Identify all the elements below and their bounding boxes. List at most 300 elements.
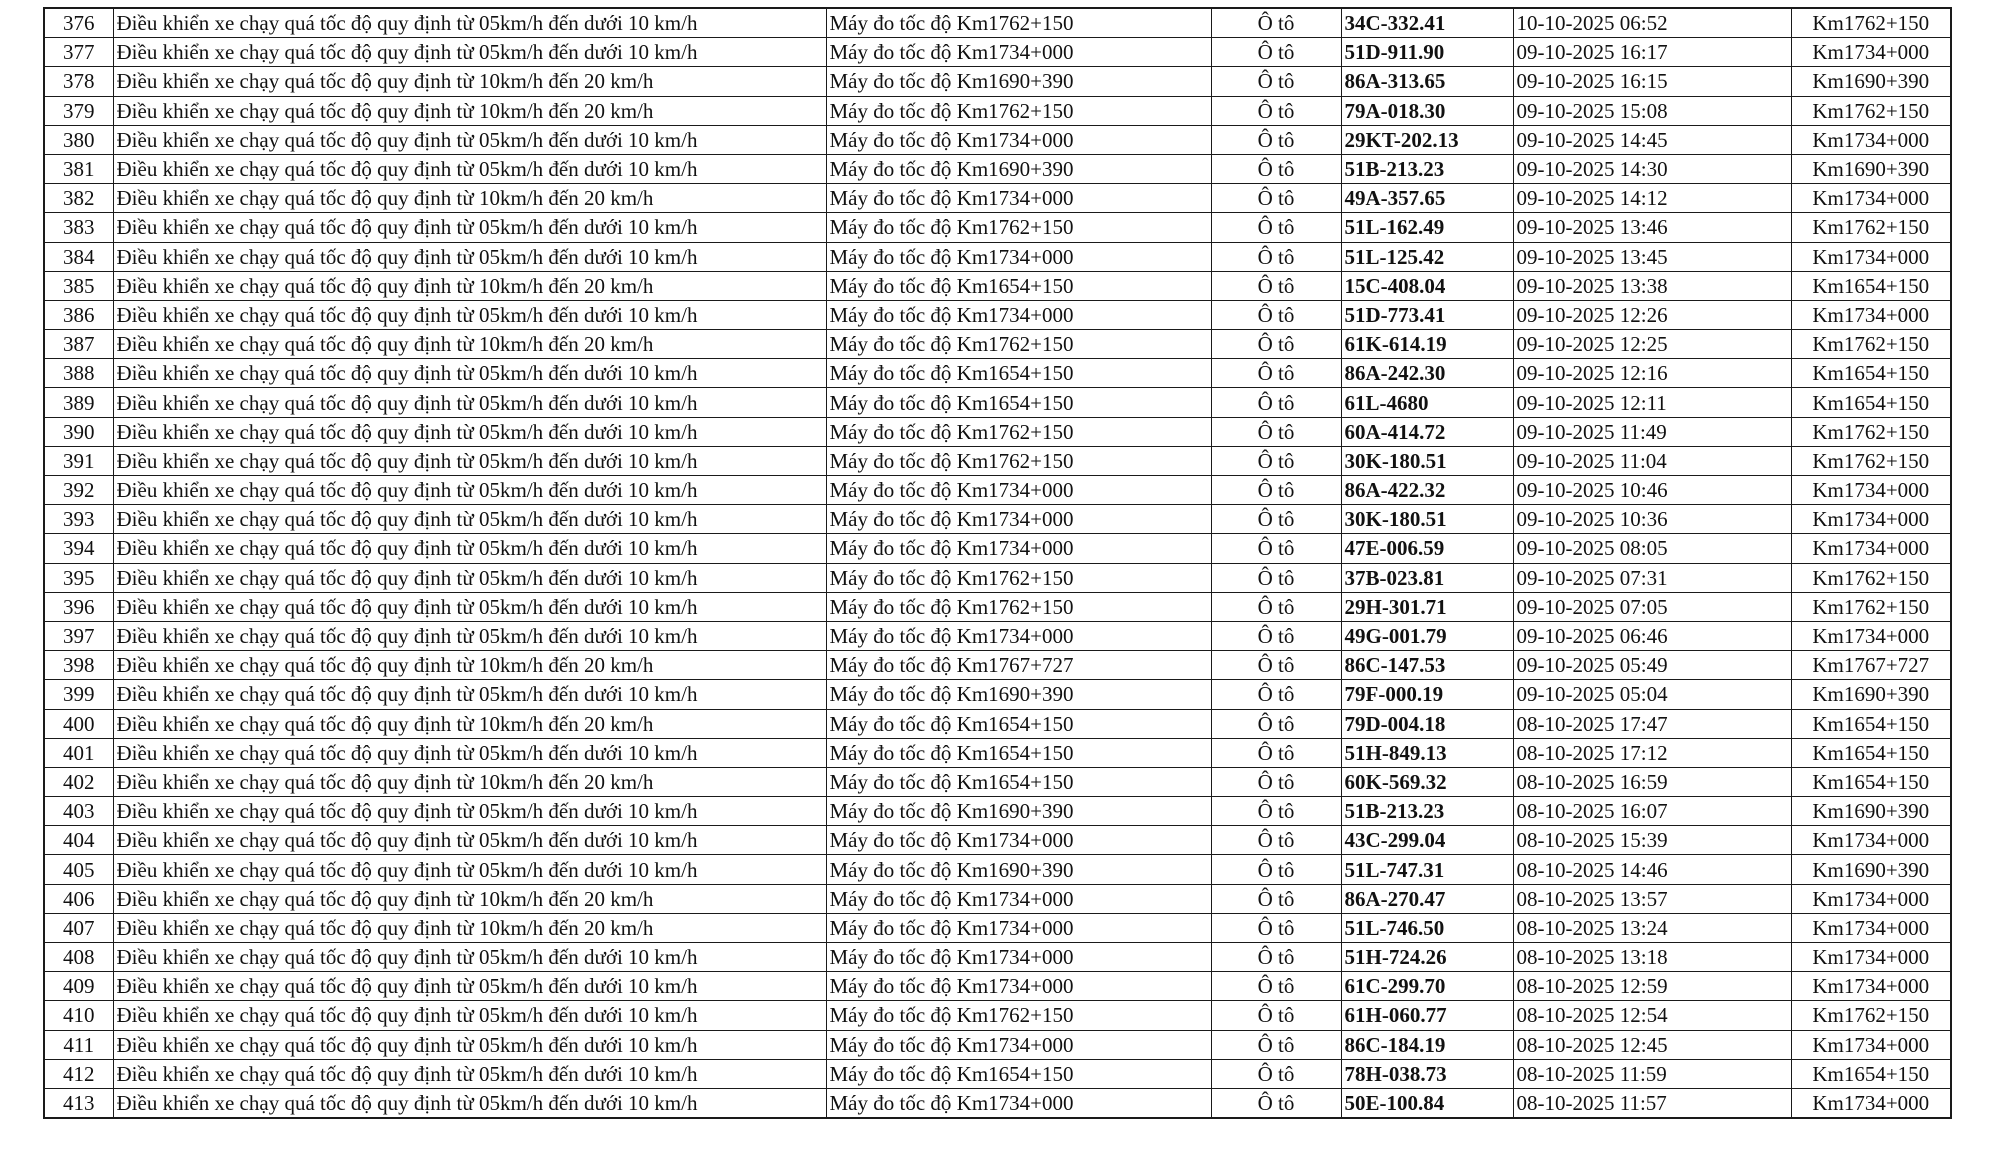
violation-location: Km1654+150 — [1791, 359, 1951, 388]
row-number: 380 — [44, 125, 113, 154]
violation-location: Km1690+390 — [1791, 855, 1951, 884]
vehicle-type: Ô tô — [1211, 359, 1341, 388]
vehicle-type: Ô tô — [1211, 884, 1341, 913]
license-plate: 51B-213.23 — [1341, 797, 1513, 826]
detection-device: Máy đo tốc độ Km1734+000 — [826, 300, 1211, 329]
violation-description: Điều khiển xe chạy quá tốc độ quy định từ 05km/h đến dưới 10 km/h — [113, 855, 826, 884]
violation-description: Điều khiển xe chạy quá tốc độ quy định từ 05km/h đến dưới 10 km/h — [113, 505, 826, 534]
license-plate: 50E-100.84 — [1341, 1088, 1513, 1118]
violation-description: Điều khiển xe chạy quá tốc độ quy định từ 05km/h đến dưới 10 km/h — [113, 943, 826, 972]
violation-description: Điều khiển xe chạy quá tốc độ quy định từ 05km/h đến dưới 10 km/h — [113, 38, 826, 67]
table-row — [44, 154, 1951, 183]
table-row — [44, 476, 1951, 505]
license-plate: 51L-746.50 — [1341, 913, 1513, 942]
table-row — [44, 680, 1951, 709]
violation-time: 09-10-2025 14:12 — [1513, 184, 1791, 213]
detection-device: Máy đo tốc độ Km1734+000 — [826, 884, 1211, 913]
vehicle-type: Ô tô — [1211, 1059, 1341, 1088]
vehicle-type: Ô tô — [1211, 621, 1341, 650]
detection-device: Máy đo tốc độ Km1690+390 — [826, 67, 1211, 96]
violation-description: Điều khiển xe chạy quá tốc độ quy định từ 05km/h đến dưới 10 km/h — [113, 592, 826, 621]
violation-location: Km1734+000 — [1791, 300, 1951, 329]
license-plate: 51H-849.13 — [1341, 738, 1513, 767]
row-number: 396 — [44, 592, 113, 621]
row-number: 377 — [44, 38, 113, 67]
table-row — [44, 330, 1951, 359]
vehicle-type: Ô tô — [1211, 38, 1341, 67]
table-row — [44, 972, 1951, 1001]
license-plate: 51H-724.26 — [1341, 943, 1513, 972]
vehicle-type: Ô tô — [1211, 300, 1341, 329]
detection-device: Máy đo tốc độ Km1734+000 — [826, 38, 1211, 67]
table-row — [44, 505, 1951, 534]
violation-time: 09-10-2025 07:31 — [1513, 563, 1791, 592]
table-row — [44, 1059, 1951, 1088]
violation-description: Điều khiển xe chạy quá tốc độ quy định từ 05km/h đến dưới 10 km/h — [113, 213, 826, 242]
table-row — [44, 534, 1951, 563]
vehicle-type: Ô tô — [1211, 96, 1341, 125]
violation-location: Km1654+150 — [1791, 1059, 1951, 1088]
violation-time: 09-10-2025 10:46 — [1513, 476, 1791, 505]
table-row — [44, 855, 1951, 884]
table-row — [44, 388, 1951, 417]
detection-device: Máy đo tốc độ Km1762+150 — [826, 1001, 1211, 1030]
violation-location: Km1734+000 — [1791, 534, 1951, 563]
license-plate: 79A-018.30 — [1341, 96, 1513, 125]
violation-time: 08-10-2025 16:59 — [1513, 767, 1791, 796]
row-number: 399 — [44, 680, 113, 709]
violation-time: 09-10-2025 05:04 — [1513, 680, 1791, 709]
license-plate: 79D-004.18 — [1341, 709, 1513, 738]
vehicle-type: Ô tô — [1211, 417, 1341, 446]
detection-device: Máy đo tốc độ Km1762+150 — [826, 213, 1211, 242]
violation-description: Điều khiển xe chạy quá tốc độ quy định từ 10km/h đến 20 km/h — [113, 709, 826, 738]
detection-device: Máy đo tốc độ Km1767+727 — [826, 651, 1211, 680]
violation-description: Điều khiển xe chạy quá tốc độ quy định từ 10km/h đến 20 km/h — [113, 67, 826, 96]
vehicle-type: Ô tô — [1211, 1030, 1341, 1059]
violation-description: Điều khiển xe chạy quá tốc độ quy định từ 10km/h đến 20 km/h — [113, 271, 826, 300]
detection-device: Máy đo tốc độ Km1734+000 — [826, 913, 1211, 942]
table-row — [44, 67, 1951, 96]
license-plate: 60A-414.72 — [1341, 417, 1513, 446]
violation-location: Km1654+150 — [1791, 271, 1951, 300]
violation-description: Điều khiển xe chạy quá tốc độ quy định từ 05km/h đến dưới 10 km/h — [113, 359, 826, 388]
table-row — [44, 8, 1951, 38]
detection-device: Máy đo tốc độ Km1734+000 — [826, 184, 1211, 213]
violation-time: 09-10-2025 16:17 — [1513, 38, 1791, 67]
violation-description: Điều khiển xe chạy quá tốc độ quy định từ 05km/h đến dưới 10 km/h — [113, 1001, 826, 1030]
table-row — [44, 271, 1951, 300]
violation-location: Km1762+150 — [1791, 417, 1951, 446]
detection-device: Máy đo tốc độ Km1690+390 — [826, 680, 1211, 709]
vehicle-type: Ô tô — [1211, 446, 1341, 475]
row-number: 408 — [44, 943, 113, 972]
violation-location: Km1734+000 — [1791, 38, 1951, 67]
license-plate: 49G-001.79 — [1341, 621, 1513, 650]
vehicle-type: Ô tô — [1211, 8, 1341, 38]
violation-description: Điều khiển xe chạy quá tốc độ quy định từ 05km/h đến dưới 10 km/h — [113, 1059, 826, 1088]
violation-time: 09-10-2025 14:30 — [1513, 154, 1791, 183]
table-row — [44, 213, 1951, 242]
detection-device: Máy đo tốc độ Km1734+000 — [826, 943, 1211, 972]
table-row — [44, 96, 1951, 125]
violation-description: Điều khiển xe chạy quá tốc độ quy định từ 05km/h đến dưới 10 km/h — [113, 242, 826, 271]
vehicle-type: Ô tô — [1211, 797, 1341, 826]
license-plate: 51B-213.23 — [1341, 154, 1513, 183]
license-plate: 51D-911.90 — [1341, 38, 1513, 67]
vehicle-type: Ô tô — [1211, 271, 1341, 300]
violation-time: 09-10-2025 11:49 — [1513, 417, 1791, 446]
violation-location: Km1762+150 — [1791, 213, 1951, 242]
violation-location: Km1654+150 — [1791, 767, 1951, 796]
vehicle-type: Ô tô — [1211, 330, 1341, 359]
detection-device: Máy đo tốc độ Km1762+150 — [826, 446, 1211, 475]
detection-device: Máy đo tốc độ Km1762+150 — [826, 330, 1211, 359]
violation-location: Km1734+000 — [1791, 125, 1951, 154]
violation-description: Điều khiển xe chạy quá tốc độ quy định từ 05km/h đến dưới 10 km/h — [113, 154, 826, 183]
violation-location: Km1690+390 — [1791, 797, 1951, 826]
detection-device: Máy đo tốc độ Km1734+000 — [826, 505, 1211, 534]
license-plate: 51L-162.49 — [1341, 213, 1513, 242]
table-row — [44, 38, 1951, 67]
violation-time: 08-10-2025 12:54 — [1513, 1001, 1791, 1030]
detection-device: Máy đo tốc độ Km1762+150 — [826, 96, 1211, 125]
table-row — [44, 242, 1951, 271]
violation-description: Điều khiển xe chạy quá tốc độ quy định từ 10km/h đến 20 km/h — [113, 767, 826, 796]
vehicle-type: Ô tô — [1211, 534, 1341, 563]
detection-device: Máy đo tốc độ Km1690+390 — [826, 797, 1211, 826]
detection-device: Máy đo tốc độ Km1654+150 — [826, 1059, 1211, 1088]
violation-location: Km1762+150 — [1791, 446, 1951, 475]
row-number: 392 — [44, 476, 113, 505]
table-row — [44, 184, 1951, 213]
violation-time: 09-10-2025 16:15 — [1513, 67, 1791, 96]
document-page — [43, 7, 1950, 1119]
violation-description: Điều khiển xe chạy quá tốc độ quy định từ 05km/h đến dưới 10 km/h — [113, 1088, 826, 1118]
vehicle-type: Ô tô — [1211, 651, 1341, 680]
row-number: 397 — [44, 621, 113, 650]
row-number: 411 — [44, 1030, 113, 1059]
detection-device: Máy đo tốc độ Km1734+000 — [826, 476, 1211, 505]
detection-device: Máy đo tốc độ Km1734+000 — [826, 534, 1211, 563]
vehicle-type: Ô tô — [1211, 125, 1341, 154]
row-number: 403 — [44, 797, 113, 826]
violation-time: 09-10-2025 12:11 — [1513, 388, 1791, 417]
violation-time: 09-10-2025 13:46 — [1513, 213, 1791, 242]
detection-device: Máy đo tốc độ Km1734+000 — [826, 621, 1211, 650]
row-number: 376 — [44, 8, 113, 38]
table-row — [44, 563, 1951, 592]
violation-description: Điều khiển xe chạy quá tốc độ quy định từ 10km/h đến 20 km/h — [113, 330, 826, 359]
table-row — [44, 913, 1951, 942]
vehicle-type: Ô tô — [1211, 826, 1341, 855]
violation-description: Điều khiển xe chạy quá tốc độ quy định từ 05km/h đến dưới 10 km/h — [113, 417, 826, 446]
vehicle-type: Ô tô — [1211, 738, 1341, 767]
violation-description: Điều khiển xe chạy quá tốc độ quy định từ 10km/h đến 20 km/h — [113, 913, 826, 942]
violation-description: Điều khiển xe chạy quá tốc độ quy định từ 05km/h đến dưới 10 km/h — [113, 680, 826, 709]
license-plate: 49A-357.65 — [1341, 184, 1513, 213]
table-row — [44, 446, 1951, 475]
vehicle-type: Ô tô — [1211, 476, 1341, 505]
vehicle-type: Ô tô — [1211, 213, 1341, 242]
row-number: 382 — [44, 184, 113, 213]
detection-device: Máy đo tốc độ Km1762+150 — [826, 8, 1211, 38]
detection-device: Máy đo tốc độ Km1762+150 — [826, 592, 1211, 621]
violation-time: 09-10-2025 15:08 — [1513, 96, 1791, 125]
license-plate: 86C-147.53 — [1341, 651, 1513, 680]
license-plate: 61C-299.70 — [1341, 972, 1513, 1001]
table-row — [44, 738, 1951, 767]
vehicle-type: Ô tô — [1211, 592, 1341, 621]
violation-location: Km1734+000 — [1791, 476, 1951, 505]
license-plate: 43C-299.04 — [1341, 826, 1513, 855]
row-number: 395 — [44, 563, 113, 592]
detection-device: Máy đo tốc độ Km1734+000 — [826, 242, 1211, 271]
violation-time: 08-10-2025 14:46 — [1513, 855, 1791, 884]
license-plate: 37B-023.81 — [1341, 563, 1513, 592]
violation-description: Điều khiển xe chạy quá tốc độ quy định từ 05km/h đến dưới 10 km/h — [113, 563, 826, 592]
violation-time: 09-10-2025 12:25 — [1513, 330, 1791, 359]
license-plate: 61K-614.19 — [1341, 330, 1513, 359]
violation-location: Km1654+150 — [1791, 388, 1951, 417]
license-plate: 78H-038.73 — [1341, 1059, 1513, 1088]
license-plate: 34C-332.41 — [1341, 8, 1513, 38]
violation-time: 08-10-2025 16:07 — [1513, 797, 1791, 826]
violation-description: Điều khiển xe chạy quá tốc độ quy định từ 05km/h đến dưới 10 km/h — [113, 125, 826, 154]
violation-time: 09-10-2025 13:38 — [1513, 271, 1791, 300]
violation-location: Km1734+000 — [1791, 972, 1951, 1001]
table-row — [44, 300, 1951, 329]
violation-description: Điều khiển xe chạy quá tốc độ quy định từ 05km/h đến dưới 10 km/h — [113, 534, 826, 563]
violation-location: Km1734+000 — [1791, 184, 1951, 213]
violation-location: Km1734+000 — [1791, 884, 1951, 913]
violation-time: 09-10-2025 05:49 — [1513, 651, 1791, 680]
table-body — [44, 8, 1951, 1118]
vehicle-type: Ô tô — [1211, 563, 1341, 592]
vehicle-type: Ô tô — [1211, 154, 1341, 183]
row-number: 383 — [44, 213, 113, 242]
license-plate: 51D-773.41 — [1341, 300, 1513, 329]
violation-time: 09-10-2025 12:26 — [1513, 300, 1791, 329]
row-number: 384 — [44, 242, 113, 271]
violation-time: 09-10-2025 10:36 — [1513, 505, 1791, 534]
violation-location: Km1734+000 — [1791, 505, 1951, 534]
violation-location: Km1762+150 — [1791, 1001, 1951, 1030]
violation-time: 10-10-2025 06:52 — [1513, 8, 1791, 38]
violation-description: Điều khiển xe chạy quá tốc độ quy định từ 05km/h đến dưới 10 km/h — [113, 826, 826, 855]
row-number: 412 — [44, 1059, 113, 1088]
violation-location: Km1654+150 — [1791, 738, 1951, 767]
violation-time: 09-10-2025 13:45 — [1513, 242, 1791, 271]
license-plate: 86A-270.47 — [1341, 884, 1513, 913]
violation-time: 08-10-2025 11:57 — [1513, 1088, 1791, 1118]
table-row — [44, 592, 1951, 621]
violation-time: 09-10-2025 08:05 — [1513, 534, 1791, 563]
violation-time: 09-10-2025 06:46 — [1513, 621, 1791, 650]
violation-location: Km1734+000 — [1791, 242, 1951, 271]
violation-location: Km1762+150 — [1791, 96, 1951, 125]
vehicle-type: Ô tô — [1211, 184, 1341, 213]
violation-time: 09-10-2025 11:04 — [1513, 446, 1791, 475]
violation-description: Điều khiển xe chạy quá tốc độ quy định từ 05km/h đến dưới 10 km/h — [113, 972, 826, 1001]
license-plate: 30K-180.51 — [1341, 505, 1513, 534]
vehicle-type: Ô tô — [1211, 67, 1341, 96]
violation-time: 08-10-2025 12:45 — [1513, 1030, 1791, 1059]
license-plate: 15C-408.04 — [1341, 271, 1513, 300]
detection-device: Máy đo tốc độ Km1734+000 — [826, 1030, 1211, 1059]
row-number: 385 — [44, 271, 113, 300]
row-number: 409 — [44, 972, 113, 1001]
detection-device: Máy đo tốc độ Km1762+150 — [826, 417, 1211, 446]
row-number: 407 — [44, 913, 113, 942]
table-row — [44, 1001, 1951, 1030]
violation-time: 08-10-2025 12:59 — [1513, 972, 1791, 1001]
violation-description: Điều khiển xe chạy quá tốc độ quy định từ 05km/h đến dưới 10 km/h — [113, 388, 826, 417]
table-row — [44, 125, 1951, 154]
row-number: 390 — [44, 417, 113, 446]
row-number: 388 — [44, 359, 113, 388]
row-number: 386 — [44, 300, 113, 329]
license-plate: 29H-301.71 — [1341, 592, 1513, 621]
row-number: 406 — [44, 884, 113, 913]
row-number: 401 — [44, 738, 113, 767]
row-number: 398 — [44, 651, 113, 680]
violations-table — [43, 7, 1952, 1119]
license-plate: 51L-125.42 — [1341, 242, 1513, 271]
violation-description: Điều khiển xe chạy quá tốc độ quy định từ 05km/h đến dưới 10 km/h — [113, 446, 826, 475]
table-row — [44, 826, 1951, 855]
vehicle-type: Ô tô — [1211, 913, 1341, 942]
table-row — [44, 709, 1951, 738]
violation-location: Km1654+150 — [1791, 709, 1951, 738]
detection-device: Máy đo tốc độ Km1654+150 — [826, 359, 1211, 388]
license-plate: 86A-313.65 — [1341, 67, 1513, 96]
violation-description: Điều khiển xe chạy quá tốc độ quy định từ 05km/h đến dưới 10 km/h — [113, 476, 826, 505]
table-row — [44, 884, 1951, 913]
violation-location: Km1762+150 — [1791, 8, 1951, 38]
violation-location: Km1734+000 — [1791, 1088, 1951, 1118]
violation-location: Km1690+390 — [1791, 154, 1951, 183]
violation-description: Điều khiển xe chạy quá tốc độ quy định từ 10km/h đến 20 km/h — [113, 651, 826, 680]
violation-time: 09-10-2025 07:05 — [1513, 592, 1791, 621]
vehicle-type: Ô tô — [1211, 767, 1341, 796]
detection-device: Máy đo tốc độ Km1734+000 — [826, 972, 1211, 1001]
violation-location: Km1767+727 — [1791, 651, 1951, 680]
violation-location: Km1762+150 — [1791, 330, 1951, 359]
license-plate: 61H-060.77 — [1341, 1001, 1513, 1030]
table-row — [44, 359, 1951, 388]
row-number: 394 — [44, 534, 113, 563]
violation-time: 08-10-2025 13:57 — [1513, 884, 1791, 913]
violation-time: 09-10-2025 14:45 — [1513, 125, 1791, 154]
row-number: 410 — [44, 1001, 113, 1030]
detection-device: Máy đo tốc độ Km1690+390 — [826, 154, 1211, 183]
table-row — [44, 651, 1951, 680]
detection-device: Máy đo tốc độ Km1762+150 — [826, 563, 1211, 592]
license-plate: 29KT-202.13 — [1341, 125, 1513, 154]
row-number: 381 — [44, 154, 113, 183]
license-plate: 47E-006.59 — [1341, 534, 1513, 563]
violation-time: 08-10-2025 15:39 — [1513, 826, 1791, 855]
violation-time: 08-10-2025 17:12 — [1513, 738, 1791, 767]
row-number: 387 — [44, 330, 113, 359]
table-row — [44, 1088, 1951, 1118]
vehicle-type: Ô tô — [1211, 388, 1341, 417]
violation-time: 09-10-2025 12:16 — [1513, 359, 1791, 388]
violation-description: Điều khiển xe chạy quá tốc độ quy định từ 05km/h đến dưới 10 km/h — [113, 8, 826, 38]
row-number: 405 — [44, 855, 113, 884]
violation-time: 08-10-2025 13:24 — [1513, 913, 1791, 942]
detection-device: Máy đo tốc độ Km1734+000 — [826, 826, 1211, 855]
violation-location: Km1734+000 — [1791, 826, 1951, 855]
vehicle-type: Ô tô — [1211, 242, 1341, 271]
violation-location: Km1690+390 — [1791, 680, 1951, 709]
license-plate: 30K-180.51 — [1341, 446, 1513, 475]
detection-device: Máy đo tốc độ Km1734+000 — [826, 125, 1211, 154]
violation-location: Km1734+000 — [1791, 1030, 1951, 1059]
violation-location: Km1762+150 — [1791, 592, 1951, 621]
table-row — [44, 1030, 1951, 1059]
detection-device: Máy đo tốc độ Km1654+150 — [826, 388, 1211, 417]
vehicle-type: Ô tô — [1211, 1001, 1341, 1030]
vehicle-type: Ô tô — [1211, 943, 1341, 972]
license-plate: 61L-4680 — [1341, 388, 1513, 417]
violation-description: Điều khiển xe chạy quá tốc độ quy định từ 05km/h đến dưới 10 km/h — [113, 738, 826, 767]
license-plate: 79F-000.19 — [1341, 680, 1513, 709]
table-row — [44, 417, 1951, 446]
violation-description: Điều khiển xe chạy quá tốc độ quy định từ 05km/h đến dưới 10 km/h — [113, 621, 826, 650]
detection-device: Máy đo tốc độ Km1654+150 — [826, 271, 1211, 300]
vehicle-type: Ô tô — [1211, 1088, 1341, 1118]
detection-device: Máy đo tốc độ Km1734+000 — [826, 1088, 1211, 1118]
table-row — [44, 943, 1951, 972]
row-number: 402 — [44, 767, 113, 796]
detection-device: Máy đo tốc độ Km1654+150 — [826, 738, 1211, 767]
vehicle-type: Ô tô — [1211, 855, 1341, 884]
detection-device: Máy đo tốc độ Km1654+150 — [826, 709, 1211, 738]
violation-location: Km1734+000 — [1791, 943, 1951, 972]
violation-time: 08-10-2025 17:47 — [1513, 709, 1791, 738]
violation-description: Điều khiển xe chạy quá tốc độ quy định từ 10km/h đến 20 km/h — [113, 96, 826, 125]
vehicle-type: Ô tô — [1211, 972, 1341, 1001]
license-plate: 86A-422.32 — [1341, 476, 1513, 505]
violation-description: Điều khiển xe chạy quá tốc độ quy định từ 05km/h đến dưới 10 km/h — [113, 300, 826, 329]
row-number: 378 — [44, 67, 113, 96]
violation-time: 08-10-2025 11:59 — [1513, 1059, 1791, 1088]
row-number: 379 — [44, 96, 113, 125]
row-number: 391 — [44, 446, 113, 475]
violation-location: Km1762+150 — [1791, 563, 1951, 592]
license-plate: 51L-747.31 — [1341, 855, 1513, 884]
row-number: 400 — [44, 709, 113, 738]
violation-description: Điều khiển xe chạy quá tốc độ quy định từ 10km/h đến 20 km/h — [113, 184, 826, 213]
violation-description: Điều khiển xe chạy quá tốc độ quy định từ 05km/h đến dưới 10 km/h — [113, 1030, 826, 1059]
violation-location: Km1690+390 — [1791, 67, 1951, 96]
table-row — [44, 767, 1951, 796]
license-plate: 86A-242.30 — [1341, 359, 1513, 388]
vehicle-type: Ô tô — [1211, 505, 1341, 534]
vehicle-type: Ô tô — [1211, 709, 1341, 738]
table-row — [44, 621, 1951, 650]
row-number: 404 — [44, 826, 113, 855]
violation-description: Điều khiển xe chạy quá tốc độ quy định từ 05km/h đến dưới 10 km/h — [113, 797, 826, 826]
violation-location: Km1734+000 — [1791, 621, 1951, 650]
detection-device: Máy đo tốc độ Km1654+150 — [826, 767, 1211, 796]
table-row — [44, 797, 1951, 826]
vehicle-type: Ô tô — [1211, 680, 1341, 709]
license-plate: 60K-569.32 — [1341, 767, 1513, 796]
license-plate: 86C-184.19 — [1341, 1030, 1513, 1059]
